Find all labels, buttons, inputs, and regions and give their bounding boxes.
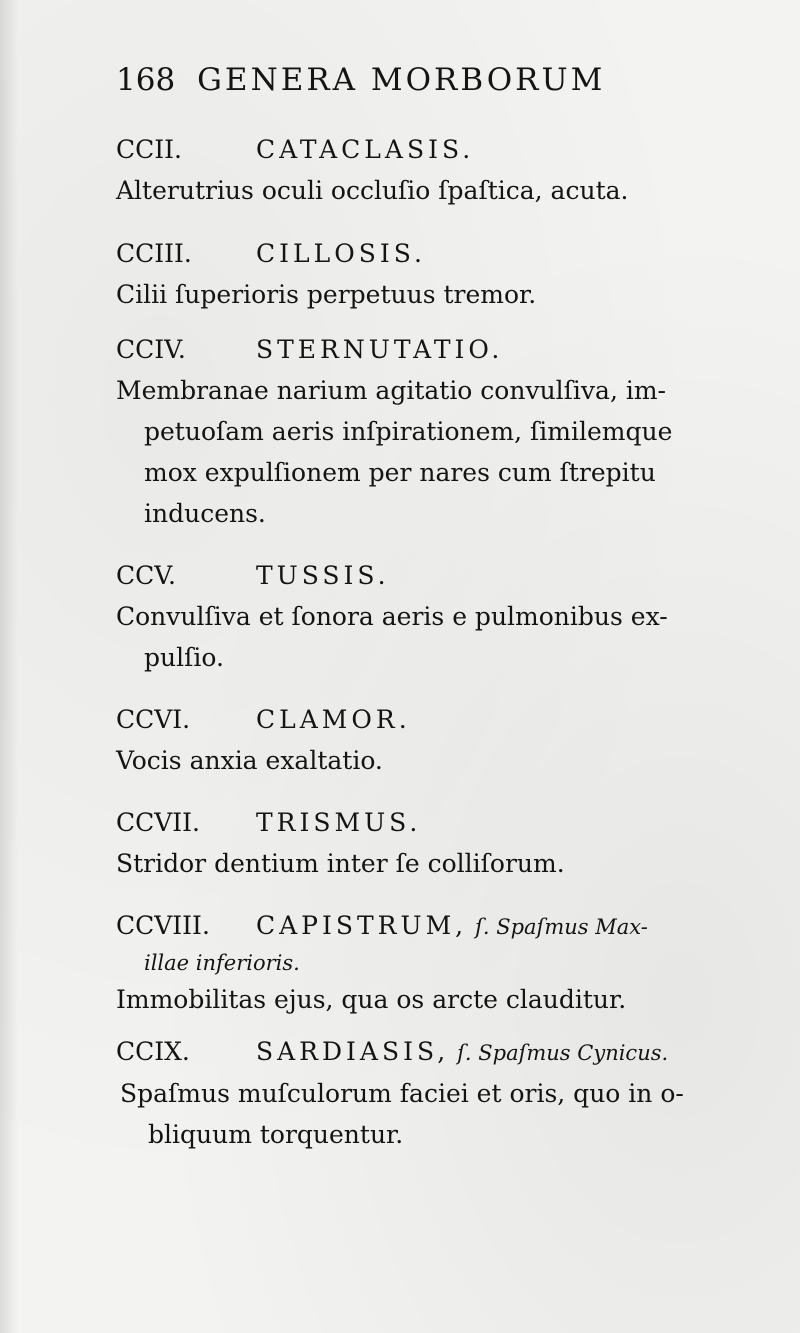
definition-line: petuoſam aeris inſpirationem, ſimilemque	[144, 417, 673, 446]
entry-ccii	[116, 130, 756, 211]
entry-ccvi	[116, 700, 756, 781]
entry-cciii	[116, 234, 756, 315]
entry-definition	[116, 274, 756, 315]
definition-line: Convulſiva et ſonora aeris e pulmonibus ex-	[116, 602, 668, 631]
definition-line: Cilii ſuperioris perpetuus tremor.	[116, 280, 537, 309]
entry-heading	[116, 906, 756, 947]
entry-heading	[116, 1032, 756, 1073]
entry-heading	[116, 700, 756, 740]
entry-definition	[116, 1073, 756, 1155]
definition-line: pulſio.	[144, 643, 224, 672]
entry-heading	[116, 803, 756, 843]
definition-line: bliquum torquentur.	[148, 1120, 404, 1149]
definition-line: Immobilitas ejus, qua os arcte clauditur.	[116, 985, 627, 1014]
entry-heading	[116, 130, 756, 170]
entry-number: CCV.	[116, 561, 176, 590]
entry-number: CCVII.	[116, 808, 201, 837]
entry-number: CCIX.	[116, 1037, 190, 1066]
definition-line: Membranae narium agitatio convulſiva, im-	[116, 376, 666, 405]
definition-line: inducens.	[144, 499, 266, 528]
entry-name: CATACLASIS.	[256, 135, 475, 164]
page-number: 168	[116, 62, 176, 98]
entry-name: CLAMOR.	[256, 705, 411, 734]
entry-definition	[116, 740, 756, 781]
entry-definition	[116, 370, 756, 534]
entry-ccviii	[116, 906, 756, 1020]
page-spine-shadow	[0, 0, 18, 1333]
entry-name: TUSSIS.	[256, 561, 390, 590]
definition-line: Stridor dentium inter ſe colliſorum.	[116, 849, 565, 878]
entry-heading	[116, 556, 756, 596]
running-head	[116, 62, 756, 98]
definition-line: Alterutrius oculi occluſio ſpaſtica, acuta.	[116, 176, 629, 205]
entry-heading	[116, 234, 756, 274]
entry-number: CCIV.	[116, 335, 186, 364]
entry-synonym: ſ. Spaſmus Cynicus.	[457, 1041, 669, 1065]
definition-line: Spaſmus muſculorum faciei et oris, quo in o-	[120, 1079, 684, 1108]
synonym-continuation: illae inferioris.	[144, 951, 300, 975]
entry-ccvii	[116, 803, 756, 884]
definition-line: Vocis anxia exaltatio.	[116, 746, 383, 775]
entry-cciv	[116, 330, 756, 534]
entry-name: TRISMUS.	[256, 808, 422, 837]
entry-number: CCII.	[116, 135, 182, 164]
entry-name: CILLOSIS.	[256, 239, 426, 268]
running-title: GENERA MORBORUM	[197, 62, 606, 98]
entry-number: CCVIII.	[116, 911, 210, 940]
entry-number: CCVI.	[116, 705, 191, 734]
entry-name: SARDIASIS,	[256, 1037, 450, 1066]
entry-name: STERNUTATIO.	[256, 335, 504, 364]
entry-definition	[116, 596, 756, 678]
entry-ccix	[116, 1032, 756, 1155]
entry-definition	[116, 947, 756, 1020]
entry-number: CCIII.	[116, 239, 192, 268]
entry-synonym: ſ. Spaſmus Max-	[475, 915, 648, 939]
entry-heading	[116, 330, 756, 370]
entry-ccv	[116, 556, 756, 678]
entry-definition	[116, 843, 756, 884]
entry-name: CAPISTRUM,	[256, 911, 468, 940]
entry-definition	[116, 170, 756, 211]
definition-line: mox expulſionem per nares cum ſtrepitu	[144, 458, 656, 487]
